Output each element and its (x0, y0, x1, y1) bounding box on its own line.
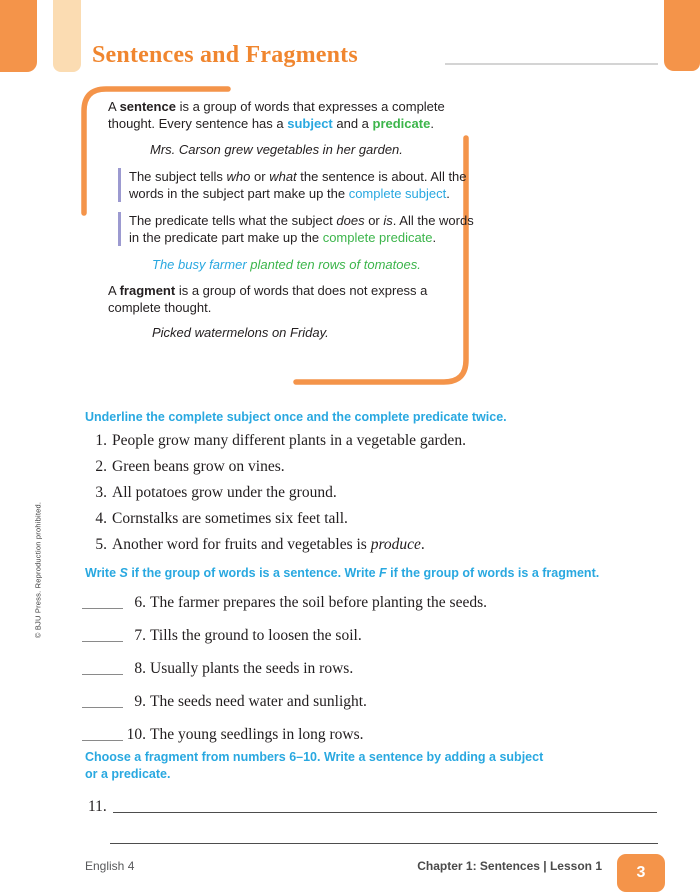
text-run: A (108, 99, 120, 114)
text-run: Write (85, 566, 120, 580)
italic-is: is (383, 213, 393, 228)
text-run: is a group of words that does not express a complete thought. (108, 283, 428, 315)
term-fragment: fragment (119, 283, 176, 298)
text-run: the sentence is about. All the words in the subject part make up the (129, 169, 467, 201)
text-run: . (430, 116, 434, 131)
copyright-text: © BJU Press. Reproduction prohibited. (33, 501, 43, 639)
item-number: 11. (88, 798, 107, 815)
item-number: 1. (95, 432, 107, 449)
exercise2-items (82, 593, 682, 758)
example-sentence: Mrs. Carson grew vegetables in her garden. (150, 142, 403, 157)
example-predicate-part: planted ten rows of tomatoes. (246, 257, 421, 272)
example-fragment: Picked watermelons on Friday. (152, 325, 329, 340)
exercise1-item-2 (92, 457, 652, 477)
item-number: 6. (134, 594, 146, 611)
example-colored-sentence (152, 256, 484, 273)
exercise1-item-5 (92, 535, 652, 555)
item-number: 2. (95, 458, 107, 475)
text-run: The predicate tells what the subject (129, 213, 337, 228)
item-number: 7. (134, 627, 146, 644)
italic-F: F (379, 566, 387, 580)
exercise3-instruction (85, 749, 605, 783)
answer-blank[interactable] (82, 593, 123, 609)
italic-S: S (119, 566, 128, 580)
item-text: Another word for fruits and vegetables is (112, 536, 371, 553)
text-run: is a group of words that expresses a complete thought. Every sentence has a (108, 99, 445, 131)
answer-writeline-1[interactable] (113, 797, 657, 813)
answer-blank[interactable] (82, 725, 123, 741)
page-number-tab (617, 854, 665, 892)
exercise1-item-3 (92, 483, 652, 503)
text-run: A (108, 283, 120, 298)
definition-box (78, 85, 472, 390)
exercise2-item-9 (82, 692, 682, 712)
term-sentence: sentence (119, 99, 176, 114)
exercise1-item-1 (92, 431, 652, 451)
italic-who: who (226, 169, 251, 184)
keyword-predicate: predicate (372, 116, 431, 131)
text-run: The subject tells (129, 169, 227, 184)
exercise2-item-6 (82, 593, 682, 613)
example-subject-part: The busy farmer (152, 257, 247, 272)
exercise3-instruction-line1: Choose a fragment from numbers 6–10. Write a sentence by adding a subject (85, 750, 544, 764)
item-text: Usually plants the seeds in rows. (150, 660, 354, 677)
text-run: or (250, 169, 270, 184)
item-text: Green beans grow on vines. (112, 458, 285, 475)
page-number: 3 (636, 864, 646, 881)
answer-blank[interactable] (82, 626, 123, 642)
answer-writeline-2[interactable] (110, 843, 658, 844)
fragment-definition (108, 282, 480, 316)
sentence-definition (108, 98, 480, 132)
item-number: 4. (95, 510, 107, 527)
exercise2-instruction (85, 565, 645, 582)
page-title: Sentences and Fragments (92, 42, 358, 68)
exercise1-items (92, 431, 652, 561)
item-text: The young seedlings in long rows. (150, 726, 364, 743)
title-rule (445, 63, 658, 65)
exercise1-item-4 (92, 509, 652, 529)
text-run: . All the words in the predicate part make up the (129, 213, 474, 245)
text-run: if the group of words is a sentence. Write (127, 566, 380, 580)
item-text: Tills the ground to loosen the soil. (150, 627, 362, 644)
italic-does: does (336, 213, 365, 228)
text-run: . (432, 230, 437, 245)
italic-what: what (269, 169, 297, 184)
item-text: The seeds need water and sunlight. (150, 693, 367, 710)
exercise3-item-11 (88, 797, 657, 816)
footer-course: English 4 (85, 859, 135, 873)
text-run: or (364, 213, 384, 228)
answer-blank[interactable] (82, 692, 123, 708)
definition-box-content (108, 98, 484, 341)
item-text: The farmer prepares the soil before planting the seeds. (150, 594, 487, 611)
header-left-orange-block (0, 0, 37, 72)
predicate-note (118, 212, 481, 246)
exercise1-instruction: Underline the complete subject once and the complete predicate twice. (85, 410, 507, 424)
answer-blank[interactable] (82, 659, 123, 675)
exercise2-item-10 (82, 725, 682, 745)
text-run: and a (332, 116, 373, 131)
item-text: Cornstalks are sometimes six feet tall. (112, 510, 348, 527)
text-run: . (446, 186, 450, 201)
text-run: if the group of words is a fragment. (386, 566, 600, 580)
item-text-end: . (420, 536, 425, 553)
keyword-complete-subject: complete subject (348, 186, 447, 201)
exercise3-instruction-line2: or a predicate. (85, 767, 171, 781)
item-number: 3. (95, 484, 107, 501)
item-text: People grow many different plants in a vegetable garden. (112, 432, 466, 449)
exercise2-item-7 (82, 626, 682, 646)
italic-produce: produce (370, 536, 421, 553)
item-number: 5. (95, 536, 107, 553)
item-number: 8. (134, 660, 146, 677)
keyword-subject: subject (287, 116, 333, 131)
keyword-complete-predicate: complete predicate (322, 230, 433, 245)
exercise2-item-8 (82, 659, 682, 679)
item-text: All potatoes grow under the ground. (112, 484, 337, 501)
header-right-orange-block (664, 0, 700, 71)
subject-note (118, 168, 481, 202)
item-number: 9. (134, 693, 146, 710)
item-number: 10. (126, 726, 146, 743)
header-left-peach-block (53, 0, 81, 72)
footer-chapter: Chapter 1: Sentences | Lesson 1 (417, 859, 602, 873)
